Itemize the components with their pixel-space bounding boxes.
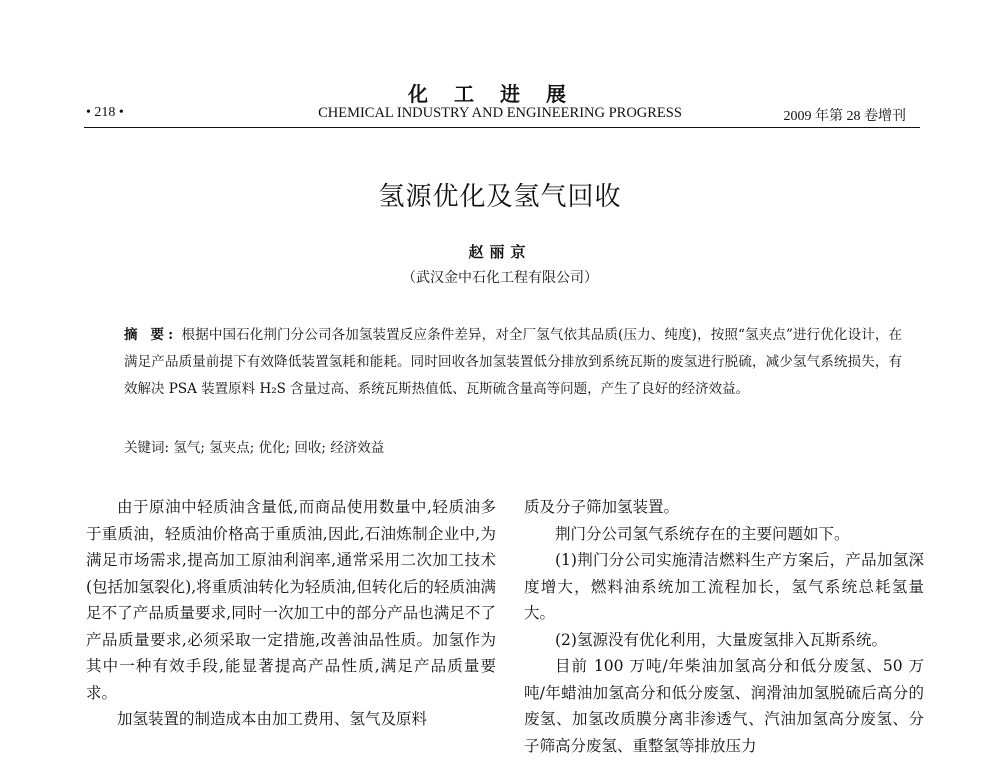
body-paragraph: 质及分子筛加氢装置。 xyxy=(524,498,680,516)
author-name: 赵丽京 xyxy=(468,243,532,261)
header-rule xyxy=(84,127,920,128)
body-paragraph: 荆门分公司氢气系统存在的主要问题如下。 xyxy=(555,524,850,543)
abstract xyxy=(124,322,902,403)
keywords-label: 关键词: xyxy=(124,440,170,456)
article-title: 氢源优化及氢气回收 xyxy=(378,182,622,212)
body-left-column xyxy=(86,494,496,733)
body-paragraph: 由于原油中轻质油含量低,而商品使用数量中,轻质油多于重质油，轻质油价格高于重质油,因此,石油炼制企业中,为满足市场需求,提高加工原油利润率,通常采用二次加工技术(包括加氢裂化),将重质油转化为轻质油,但转化后的轻质油满足不了产品质量要求,同时一次加工中的部分产品也满足不了产品质量要求,必须采取一定措施,改善油品性质。加氢作为其中一种有效手段,能显著提高产品性质,满足产品质量要求。 xyxy=(86,498,496,702)
keywords xyxy=(124,436,902,456)
body-paragraph: 目前 100 万吨/年柴油加氢高分和低分废氢、50 万吨/年蜡油加氢高分和低分废氢、润滑油加氢脱硫后高分的废氢、加氢改质膜分离非渗透气、汽油加氢高分废氢、分子筛高分废氢、重整氢等排放压力 xyxy=(524,657,924,755)
body-right-column xyxy=(524,494,924,759)
keywords-text: 氢气; 氢夹点; 优化; 回收; 经济效益 xyxy=(173,440,385,456)
body-paragraph: (2)氢源没有优化利用，大量废氢排入瓦斯系统。 xyxy=(555,630,887,649)
author-affiliation: （武汉金中石化工程有限公司） xyxy=(402,270,598,286)
body-paragraph: (1)荆门分公司实施清洁燃料生产方案后，产品加氢深度增大，燃料油系统加工流程加长，氢气系统总耗氢量大。 xyxy=(524,551,924,622)
issue-info: 2009 年第 28 卷增刊 xyxy=(783,109,906,124)
abstract-text: 根据中国石化荆门分公司各加氢装置反应条件差异，对全厂氢气依其品质(压力、纯度)，按照“氢夹点”进行优化设计，在满足产品质量前提下有效降低装置氢耗和能耗。同时回收各加氢装置低分排放到系统瓦斯的废氢进行脱硫，减少氢气系统损失，有效解决 PSA 装置原料 H₂S 含量过高、系统瓦斯热值低、瓦斯硫含量高等问题，产生了良好的经济效益。 xyxy=(124,327,902,397)
body-paragraph: 加氢装置的制造成本由加工费用、氢气及原料 xyxy=(117,710,428,728)
page-number: • 218 • xyxy=(86,105,124,120)
journal-title-chinese: 化工进展 xyxy=(408,82,592,106)
journal-title-english: CHEMICAL INDUSTRY AND ENGINEERING PROGRESS xyxy=(318,105,682,121)
abstract-label: 摘 要: xyxy=(124,327,178,343)
